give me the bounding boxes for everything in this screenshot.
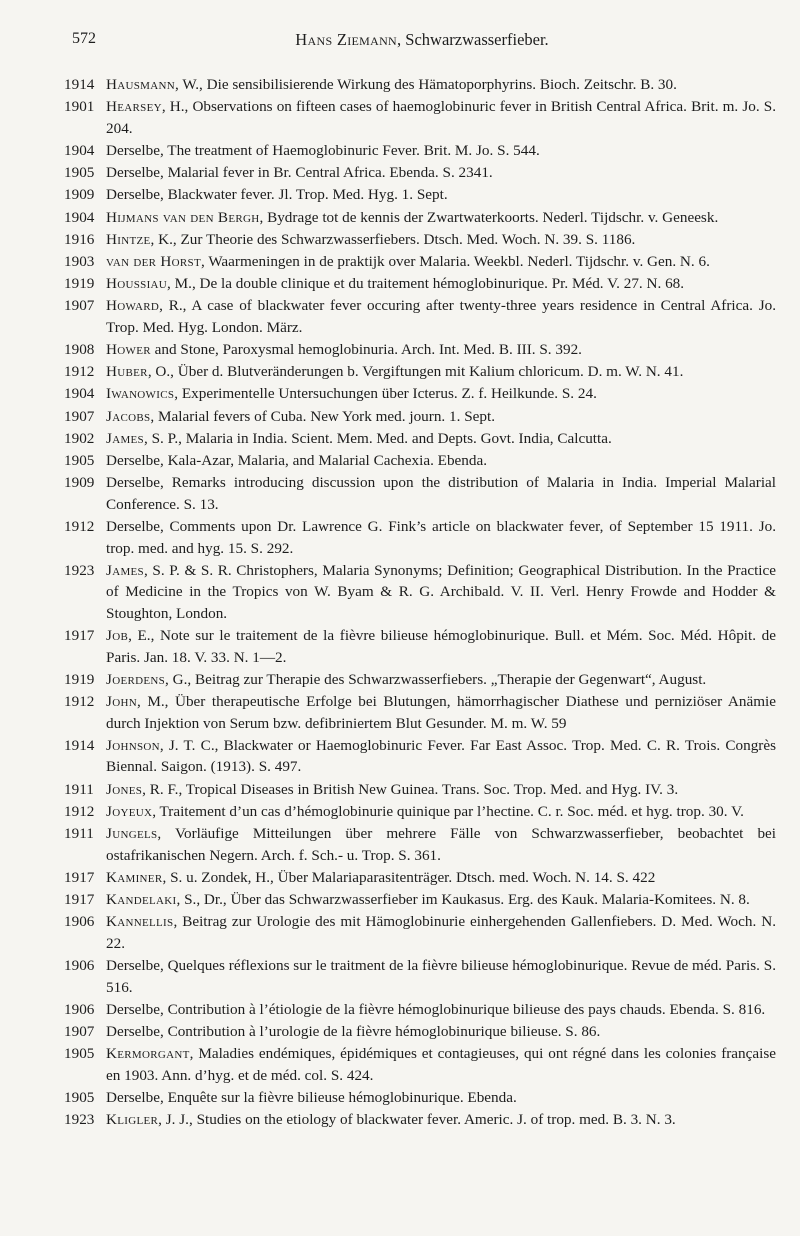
entry-body [106,1109,776,1131]
entry-text: Derselbe, Remarks introducing discussion upon the distribution of Malaria in India. Imperial Malarial Conference. S. 13. [106,474,776,513]
entry-body [106,229,776,251]
entry-year: 1919 [64,275,95,293]
entry-body [106,1021,776,1043]
bibliography-entry [64,383,776,405]
page-header [72,30,772,60]
entry-text: , R. F., Tropical Diseases in British New Guinea. Trans. Soc. Trop. Med. and Hyg. IV. 3. [142,780,679,798]
entry-body [106,669,776,691]
entry-year: 1908 [64,341,95,359]
entry-year: 1904 [64,141,95,159]
entry-text: and Stone, Paroxysmal hemoglobinuria. Arch. Int. Med. B. III. S. 392. [150,341,582,359]
bibliography-entry [64,361,776,383]
bibliography-entry [64,823,776,866]
bibliography-entry [64,560,776,625]
bibliography-entry [64,251,776,273]
entry-body [106,889,776,911]
entry-author: Hower [106,341,151,359]
entry-year: 1905 [64,1045,95,1063]
entry-body [106,361,776,383]
entry-body [106,339,776,361]
bibliography-entry [64,1087,776,1109]
entry-body [106,184,776,206]
entry-text: , Traitement d’un cas d’hémoglobinurie quinique par l’hectine. C. r. Soc. méd. et hyg. trop. 30. V. [152,802,744,820]
entry-author: Houssiau [106,275,168,293]
entry-year: 1907 [64,407,95,425]
running-head-title: Schwarzwasserfieber. [405,30,549,49]
entry-text: , Beitrag zur Urologie des mit Hämoglobinurie einhergehenden Gallenfiebers. D. Med. Woch. N. 22. [106,913,776,952]
entry-author: Jones [106,780,143,798]
entry-author: Joyeux [106,802,153,820]
entry-author: James [106,561,144,579]
entry-year: 1904 [64,385,95,403]
entry-text: Derselbe, Malarial fever in Br. Central Africa. Ebenda. S. 2341. [106,164,493,182]
entry-author: John [106,693,137,711]
entry-body [106,74,776,96]
entry-text: Derselbe, Contribution à l’urologie de la fièvre hémoglobinurique bilieuse. S. 86. [106,1022,601,1040]
entry-author: Huber [106,363,148,381]
entry-text: , G., Beitrag zur Therapie des Schwarzwasserfiebers. „Therapie der Gegenwart“, August. [165,670,707,688]
entry-year: 1917 [64,868,95,886]
entry-year: 1923 [64,1111,95,1129]
bibliography-entry [64,1021,776,1043]
entry-body [106,625,776,668]
entry-author: van der Horst [106,252,201,270]
entry-year: 1901 [64,98,95,116]
entry-year: 1923 [64,561,95,579]
entry-author: Kermorgant [106,1045,190,1063]
entry-year: 1912 [64,517,95,535]
entry-year: 1917 [64,627,95,645]
entry-body [106,207,776,229]
entry-year: 1909 [64,474,95,492]
entry-year: 1906 [64,1000,95,1018]
entry-text: , S., Dr., Über das Schwarzwasserfieber im Kaukasus. Erg. des Kauk. Malaria-Komitees. N. 8. [176,891,750,908]
entry-text: , Waarmeningen in de praktijk over Malaria. Weekbl. Nederl. Tijdschr. v. Gen. N. 6. [201,252,710,270]
entry-text: , J. T. C., Blackwater or Haemoglobinuric Fever. Far East Assoc. Trop. Med. C. R. Trois. Congrès Biennal. Saigon. (1913). S. 497. [106,736,776,776]
bibliography-list [64,74,776,1131]
entry-year: 1905 [64,1088,95,1106]
bibliography-entry [64,96,776,139]
entry-body [106,1043,776,1086]
bibliography-entry [64,625,776,668]
bibliography-entry [64,406,776,428]
entry-body [106,472,776,515]
entry-year: 1909 [64,186,95,204]
bibliography-entry [64,450,776,472]
entry-body [106,295,776,338]
bibliography-entry [64,669,776,691]
entry-text: , M., Über therapeutische Erfolge bei Blutungen, hämorrhagischer Diathese und perniziöser Anämie durch Injektion von Serum bzw. defibriniertem Blut Gesunder. M. m. W. 59 [106,693,776,732]
entry-text: , S. P. & S. R. Christophers, Malaria Synonyms; Definition; Geographical Distribution. In the Practice of Medicine in the Tropics von W. Byam & R. G. Archibald. V. II. Verl. Henry Frowde and Hodder & Stoughton, London. [106,561,776,622]
entry-text: , O., Über d. Blutveränderungen b. Vergiftungen mit Kalium chloricum. D. m. W. N. 41. [147,363,684,381]
entry-author: Hearsey [106,98,162,116]
bibliography-entry [64,889,776,911]
entry-text: Derselbe, Blackwater fever. Jl. Trop. Med. Hyg. 1. Sept. [106,186,448,204]
entry-year: 1905 [64,164,95,182]
entry-author: Iwanowics [106,385,175,403]
entry-body [106,999,776,1021]
bibliography-entry [64,955,776,998]
entry-year: 1916 [64,230,95,248]
entry-author: Jungels [106,825,158,843]
entry-text: , S. u. Zondek, H., Über Malariaparasitenträger. Dtsch. med. Woch. N. 14. S. 422 [162,868,656,886]
entry-text: , Maladies endémiques, épidémiques et contagieuses, qui ont régné dans les colonies française en 1903. Ann. d’hyg. et de méd. col. S. 424. [106,1045,776,1084]
bibliography-entry [64,1043,776,1086]
entry-body [106,911,776,954]
entry-year: 1912 [64,693,95,711]
entry-author: Kannellis [106,913,174,931]
bibliography-entry [64,779,776,801]
bibliography-entry [64,691,776,734]
entry-year: 1919 [64,670,95,688]
entry-text: , S. P., Malaria in India. Scient. Mem. Med. and Depts. Govt. India, Calcutta. [143,429,612,447]
entry-body [106,383,776,405]
entry-year: 1906 [64,956,95,974]
entry-body [106,251,776,273]
entry-author: Hintze [106,230,151,248]
bibliography-entry [64,1109,776,1131]
bibliography-entry [64,140,776,162]
entry-text: , H., Observations on fifteen cases of haemoglobinuric fever in British Central Africa. Brit. m. Jo. S. 204. [106,98,776,137]
entry-text: , Malarial fevers of Cuba. New York med. journ. 1. Sept. [150,407,495,425]
entry-year: 1912 [64,802,95,820]
entry-year: 1912 [64,363,95,381]
entry-text: , K., Zur Theorie des Schwarzwasserfiebers. Dtsch. Med. Woch. N. 39. S. 1186. [150,230,636,248]
entry-body [106,1087,776,1109]
entry-text: , W., Die sensibilisierende Wirkung des Hämatoporphyrins. Bioch. Zeitschr. B. 30. [175,76,677,93]
entry-body [106,691,776,734]
entry-year: 1914 [64,76,95,93]
entry-author: Hausmann [106,76,175,93]
entry-year: 1911 [64,780,94,798]
entry-year: 1906 [64,913,95,931]
entry-text: , Experimentelle Untersuchungen über Icterus. Z. f. Heilkunde. S. 24. [174,385,597,403]
entry-body [106,450,776,472]
bibliography-entry [64,472,776,515]
bibliography-entry [64,735,776,778]
entry-year: 1911 [64,825,94,843]
entry-body [106,406,776,428]
entry-author: Jacobs [106,407,151,425]
bibliography-entry [64,184,776,206]
entry-text: Derselbe, Quelques réflexions sur le traitment de la fièvre bilieuse hémoglobinurique. Revue de méd. Paris. S. 516. [106,956,776,996]
entry-body [106,428,776,450]
entry-text: , J. J., Studies on the etiology of blackwater fever. Americ. J. of trop. med. B. 3. N. 3. [158,1111,676,1129]
entry-author: Joerdens [106,670,166,688]
entry-author: Job [106,627,129,645]
entry-body [106,801,776,823]
running-head-author: Hans Ziemann [295,30,398,49]
entry-text: Derselbe, Enquête sur la fièvre bilieuse hémoglobinurique. Ebenda. [106,1088,517,1106]
entry-body [106,735,776,778]
entry-body [106,867,776,889]
entry-body [106,140,776,162]
entry-author: Kligler [106,1111,159,1129]
entry-author: James [106,429,144,447]
bibliography-entry [64,867,776,889]
entry-year: 1903 [64,252,95,270]
entry-body [106,823,776,866]
entry-body [106,162,776,184]
entry-body [106,955,776,998]
bibliography-entry [64,162,776,184]
entry-text: , Vorläufige Mitteilungen über mehrere Fälle von Schwarzwasserfieber, beobachtet bei ostafrikanischen Negern. Arch. f. Sch.- u. Trop. S. 361. [106,825,776,864]
entry-body [106,560,776,625]
bibliography-entry [64,801,776,823]
entry-author: Johnson [106,736,160,754]
bibliography-entry [64,999,776,1021]
bibliography-entry [64,339,776,361]
entry-text: , E., Note sur le traitement de la fièvre bilieuse hémoglobinurique. Bull. et Mém. Soc. Méd. Hôpit. de Paris. Jan. 18. V. 33. N. 1—2. [106,627,776,666]
entry-text: Derselbe, The treatment of Haemoglobinuric Fever. Brit. M. Jo. S. 544. [106,141,540,159]
entry-text: Derselbe, Comments upon Dr. Lawrence G. Fink’s article on blackwater fever, of September 15 1911. Jo. trop. med. and hyg. 15. S. 292. [106,517,776,557]
entry-author: Howard [106,297,160,315]
entry-year: 1902 [64,429,95,447]
entry-text: , Bydrage tot de kennis der Zwartwaterkoorts. Nederl. Tijdschr. v. Geneesk. [259,208,719,226]
bibliography-entry [64,295,776,338]
bibliography-entry [64,428,776,450]
bibliography-entry [64,273,776,295]
entry-author: Kandelaki [106,891,177,908]
entry-year: 1905 [64,452,95,469]
bibliography-entry [64,911,776,954]
entry-text: , R., A case of blackwater fever occuring after twenty-three years residence in Central Africa. Jo. Trop. Med. Hyg. London. März. [106,297,776,336]
entry-author: Hijmans van den Bergh [106,208,260,226]
entry-text: Derselbe, Contribution à l’étiologie de la fièvre hémoglobinurique bilieuse des pays chauds. Ebenda. S. 816. [106,1000,766,1018]
bibliography-entry [64,207,776,229]
entry-body [106,516,776,559]
entry-author: Kaminer [106,868,163,886]
entry-body [106,779,776,801]
bibliography-entry [64,516,776,559]
entry-text: Derselbe, Kala-Azar, Malaria, and Malarial Cachexia. Ebenda. [106,452,487,469]
entry-body [106,96,776,139]
entry-year: 1907 [64,1022,95,1040]
page-number: 572 [72,30,96,47]
entry-year: 1907 [64,297,95,315]
entry-text: , M., De la double clinique et du traitement hémoglobinurique. Pr. Méd. V. 27. N. 68. [167,275,685,293]
bibliography-entry [64,74,776,96]
entry-body [106,273,776,295]
entry-year: 1904 [64,208,95,226]
running-head: Hans Ziemann, Schwarzwasserfieber. [295,30,549,49]
entry-year: 1917 [64,891,95,908]
entry-year: 1914 [64,736,95,754]
bibliography-entry [64,229,776,251]
